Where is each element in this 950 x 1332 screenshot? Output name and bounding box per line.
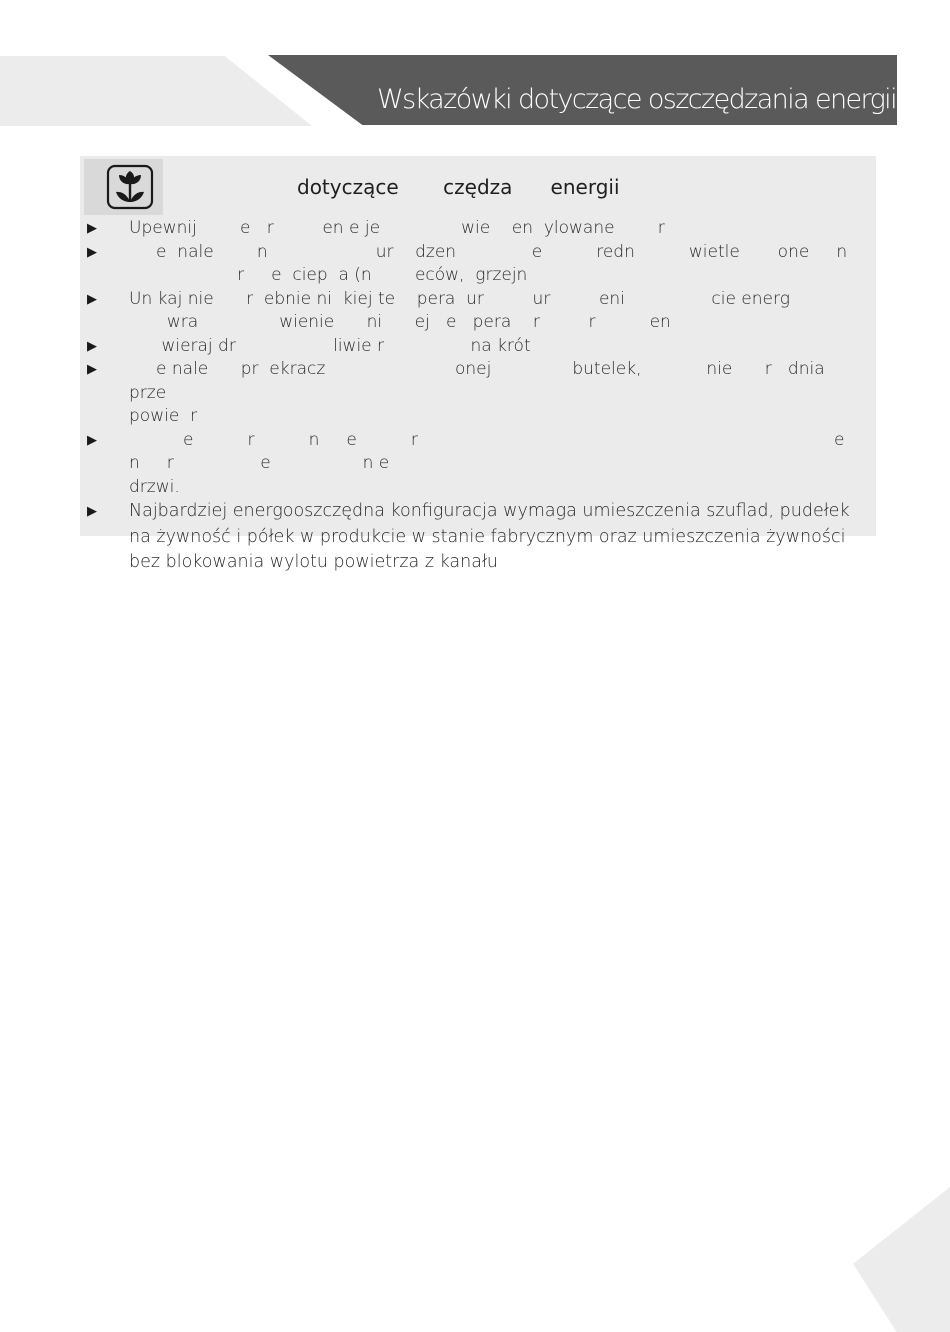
tip-item-3 <box>80 288 876 335</box>
bullet-triangle-icon: ▶ <box>87 338 97 354</box>
tip-text: Najbardziej energooszczędna konfiguracja wymaga umieszczenia szuflad, pudełek na żywność i półek w produkcie w stanie fabrycznym oraz umieszczenia żywności bez blokowania wylotu powietrza z kanału <box>129 501 850 572</box>
tip-item-2 <box>80 241 876 288</box>
bullet-triangle-icon: ▶ <box>87 432 97 448</box>
tip-item-7 <box>80 499 876 576</box>
tip-item-6 <box>80 429 876 500</box>
icon-box <box>84 159 163 215</box>
tip-item-4 <box>80 335 876 359</box>
bullet-triangle-icon: ▶ <box>87 221 97 236</box>
tip-text: Upewnij e r en e je wie en ylowane r <box>129 218 665 238</box>
page-title: Wskazówki dotyczące oszczędzania energii <box>377 84 896 115</box>
tip-item-5 <box>80 358 876 429</box>
eco-flower-icon <box>106 164 154 210</box>
bullet-triangle-icon: ▶ <box>87 362 97 377</box>
tip-text: e r n e r e n r e n e drzwi. <box>129 429 845 497</box>
tip-text: e nale pr ekracz onej butelek, nie r dnia prze powie r <box>129 359 825 426</box>
decorative-tab-left <box>0 56 312 126</box>
bullet-triangle-icon: ▶ <box>87 244 97 260</box>
tips-list <box>80 217 876 576</box>
bullet-triangle-icon: ▶ <box>87 504 97 519</box>
energy-tips-panel <box>80 156 876 572</box>
tip-text: e nale n ur dzen e redn wietle one n r e ciep a (n eców, grzejn <box>156 241 848 285</box>
tip-text: Un kaj nie r ebnie ni kiej te pera ur ur eni cie energ wra wienie ni ej e pera r r en <box>129 288 790 332</box>
bullet-triangle-icon: ▶ <box>87 291 97 307</box>
tips-heading: dotyczące czędza energii <box>297 175 620 199</box>
tip-item-1 <box>80 217 876 241</box>
tip-text: wieraj dr liwie r na krót <box>129 335 531 356</box>
decorative-corner <box>853 1187 950 1332</box>
